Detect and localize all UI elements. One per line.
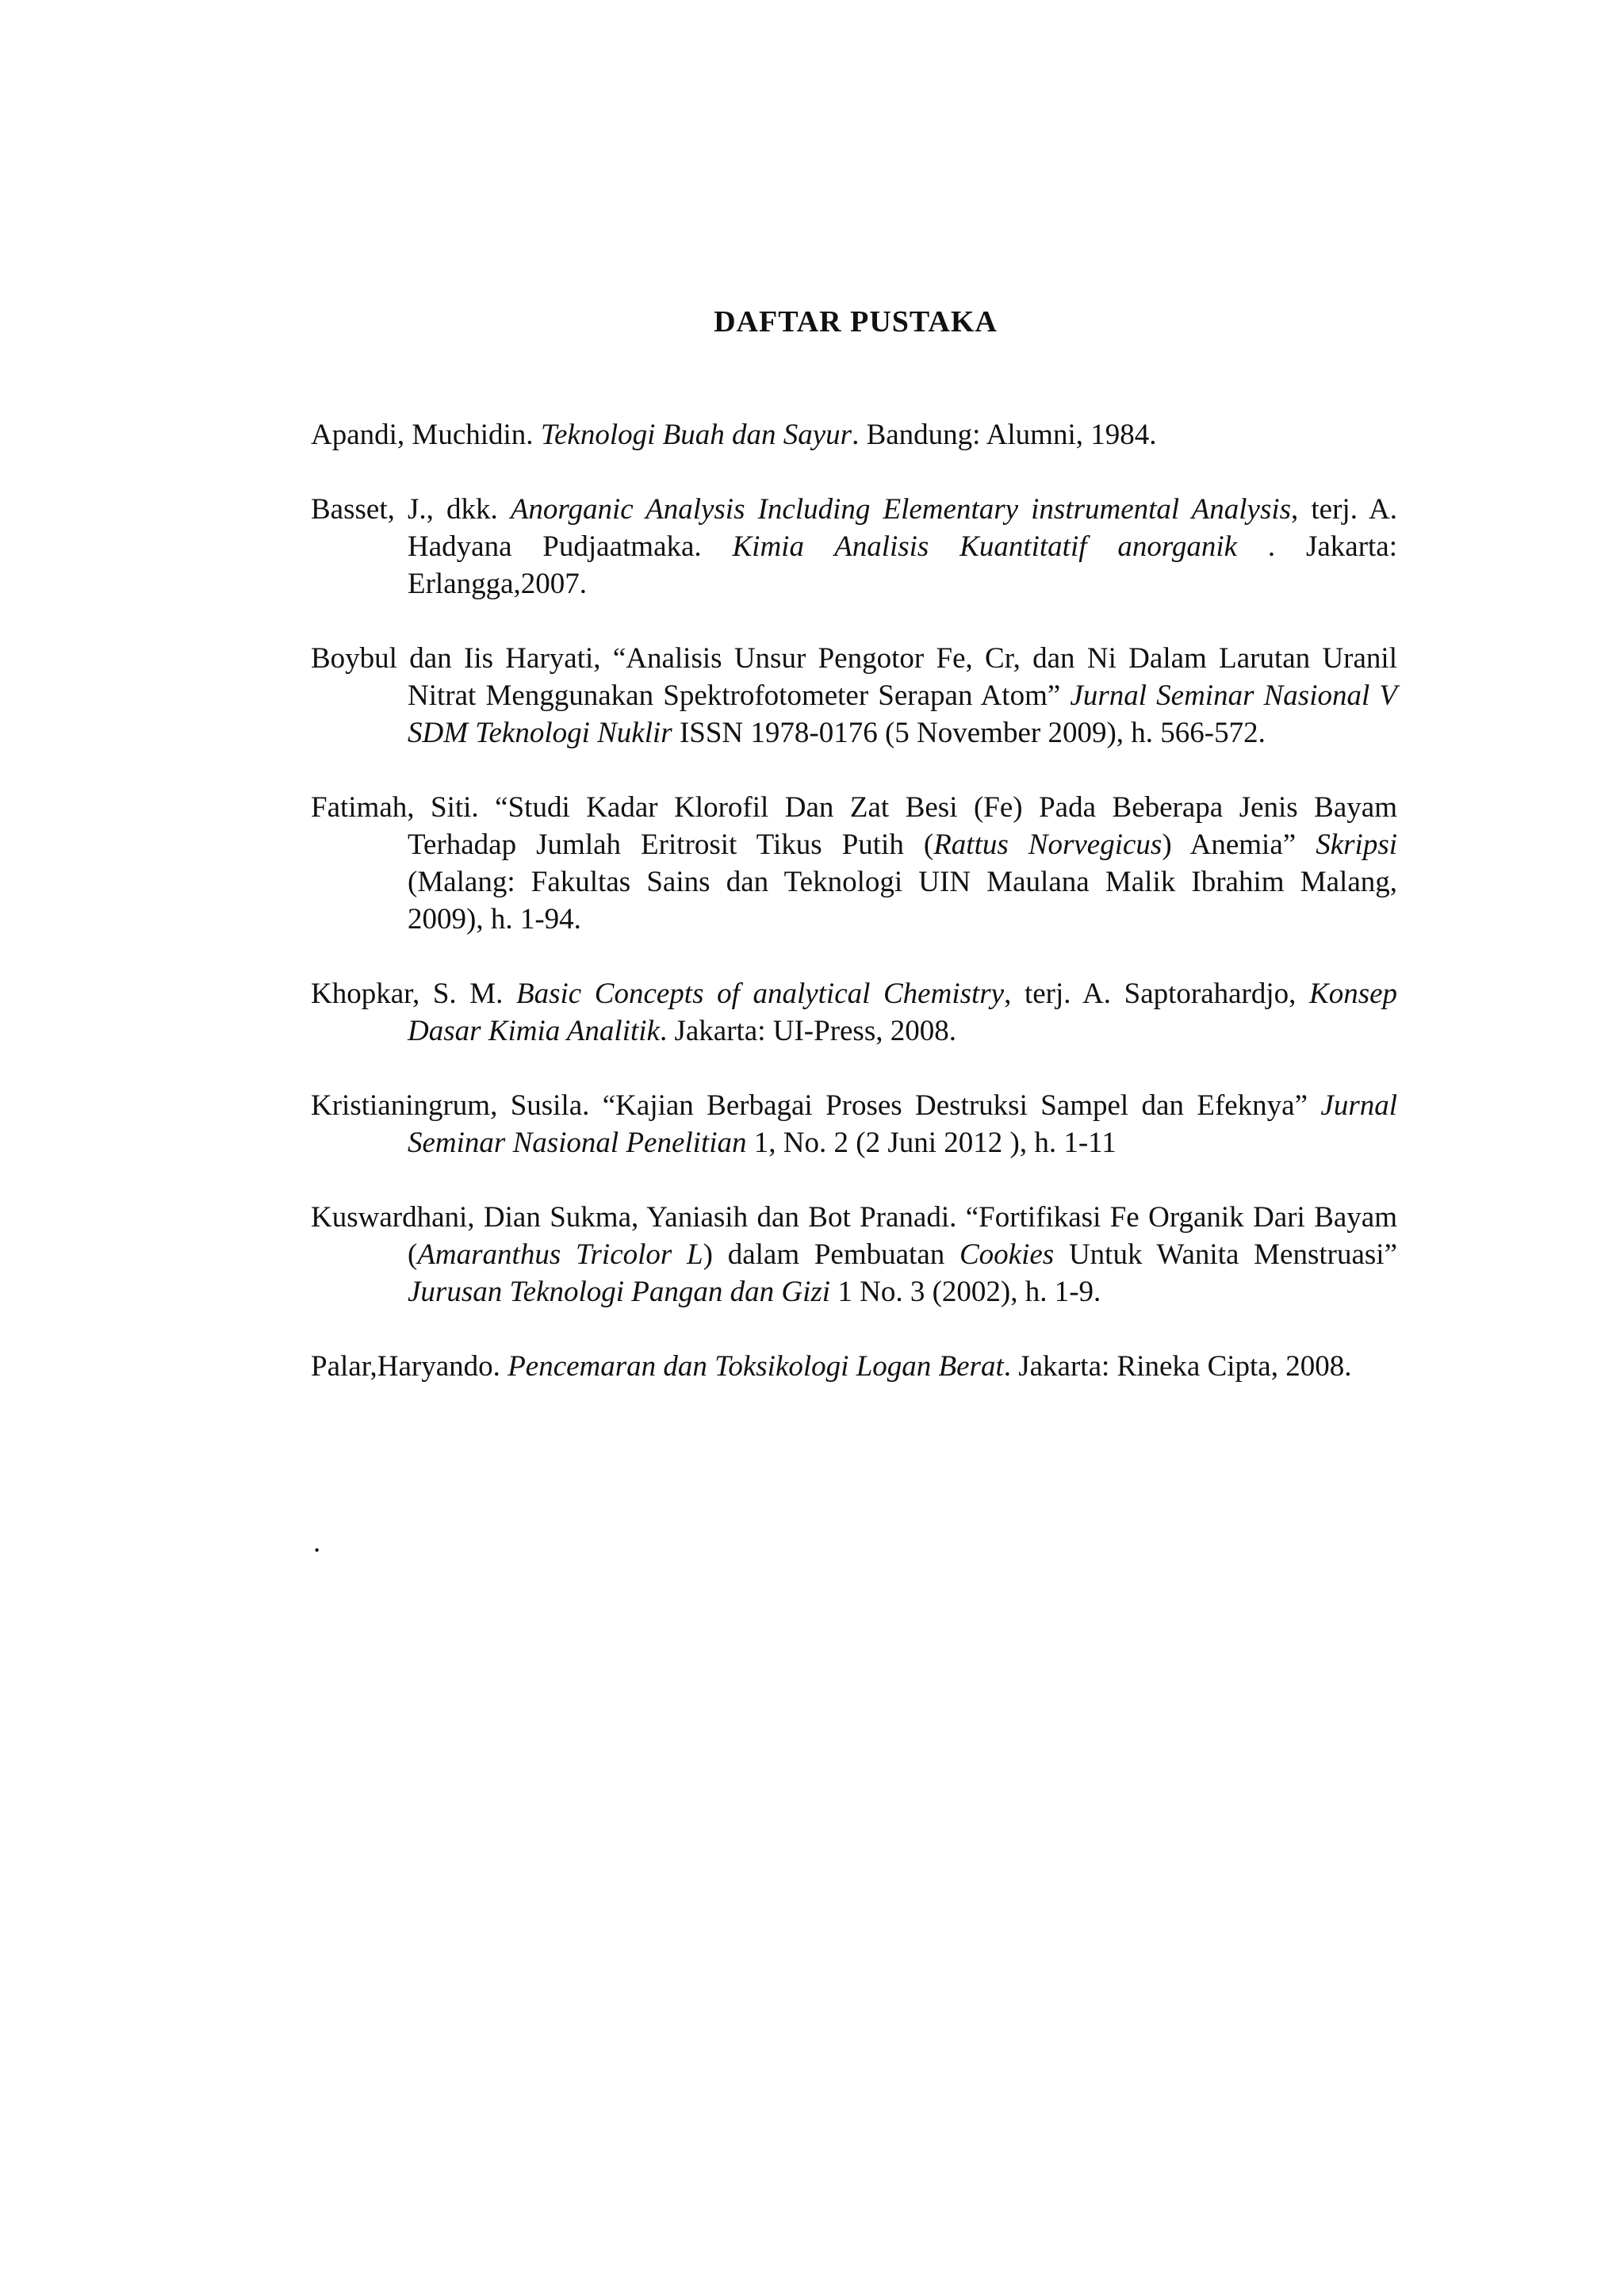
reference-item xyxy=(311,1199,1397,1311)
reference-text: Palar,Haryando. xyxy=(311,1350,508,1383)
reference-text: . Jakarta: Rineka Cipta, 2008. xyxy=(1003,1350,1352,1383)
reference-title: Jurnal Seminar Nasional V SDM Teknologi Nuklir xyxy=(408,679,1397,749)
reference-title: Rattus Norvegicus xyxy=(933,828,1162,861)
reference-text: , terj. A. Hadyana Pudjaatmaka. xyxy=(408,493,1397,563)
reference-text: Kristianingrum, Susila. “Kajian Berbagai Proses Destruksi Sampel dan Efeknya” xyxy=(311,1089,1321,1122)
reference-title: Konsep Dasar Kimia Analitik xyxy=(408,978,1398,1047)
reference-title: Teknologi Buah dan Sayur xyxy=(540,419,852,451)
reference-title: Kimia Analisis Kuantitatif anorganik xyxy=(732,530,1238,563)
reference-title: Jurusan Teknologi Pangan dan Gizi xyxy=(408,1276,831,1308)
reference-item xyxy=(311,640,1397,752)
reference-text: Untuk Wanita Menstruasi” xyxy=(1054,1238,1397,1271)
reference-title: Pencemaran dan Toksikologi Logan Berat xyxy=(508,1350,1004,1383)
trailing-period: . xyxy=(313,1526,321,1559)
reference-title: Skripsi xyxy=(1316,828,1397,861)
reference-text: Fatimah, Siti. “Studi Kadar Klorofil Dan Zat Besi (Fe) Pada Beberapa Jenis Bayam Terhadap Jumlah Eritrosit Tikus Putih ( xyxy=(311,791,1397,861)
reference-text: Apandi, Muchidin. xyxy=(311,419,541,451)
reference-title: Cookies xyxy=(959,1238,1055,1271)
reference-item xyxy=(311,416,1397,453)
reference-text: ) Anemia” xyxy=(1162,828,1316,861)
reference-text: . Jakarta: UI-Press, 2008. xyxy=(659,1015,956,1047)
reference-text: 1, No. 2 (2 Juni 2012 ), h. 1-11 xyxy=(746,1127,1116,1159)
reference-text: Kuswardhani, Dian Sukma, Yaniasih dan Bot Pranadi. “Fortifikasi Fe Organik Dari Bayam ( xyxy=(311,1201,1397,1271)
reference-item xyxy=(311,789,1397,938)
reference-title: Amaranthus Tricolor L xyxy=(417,1238,703,1271)
reference-text: Basset, J., dkk. xyxy=(311,493,511,526)
reference-item xyxy=(311,491,1397,603)
reference-text: . Jakarta: Erlangga,2007. xyxy=(408,530,1397,600)
reference-item xyxy=(311,1348,1397,1385)
page-title: DAFTAR PUSTAKA xyxy=(714,305,998,339)
reference-title: Basic Concepts of analytical Chemistry xyxy=(515,978,1005,1010)
reference-text: Khopkar, S. M. xyxy=(311,978,516,1010)
reference-text: . Bandung: Alumni, 1984. xyxy=(852,419,1157,451)
reference-text: ) dalam Pembuatan xyxy=(703,1238,959,1271)
reference-list xyxy=(311,416,1397,1422)
reference-item xyxy=(311,975,1397,1050)
reference-title: Anorganic Analysis Including Elementary instrumental Analysis xyxy=(510,493,1292,526)
reference-text: , terj. A. Saptorahardjo, xyxy=(1004,978,1310,1010)
reference-text: ISSN 1978-0176 (5 November 2009), h. 566-572. xyxy=(672,717,1266,749)
reference-text: (Malang: Fakultas Sains dan Teknologi UIN Maulana Malik Ibrahim Malang, 2009), h. 1-94. xyxy=(408,866,1397,936)
reference-text: Boybul dan Iis Haryati, “Analisis Unsur Pengotor Fe, Cr, dan Ni Dalam Larutan Uranil Nitrat Menggunakan Spektrofotometer Serapan Atom” xyxy=(311,642,1397,712)
reference-item xyxy=(311,1087,1397,1161)
reference-text: 1 No. 3 (2002), h. 1-9. xyxy=(830,1276,1101,1308)
reference-title: Jurnal Seminar Nasional Penelitian xyxy=(408,1089,1397,1159)
